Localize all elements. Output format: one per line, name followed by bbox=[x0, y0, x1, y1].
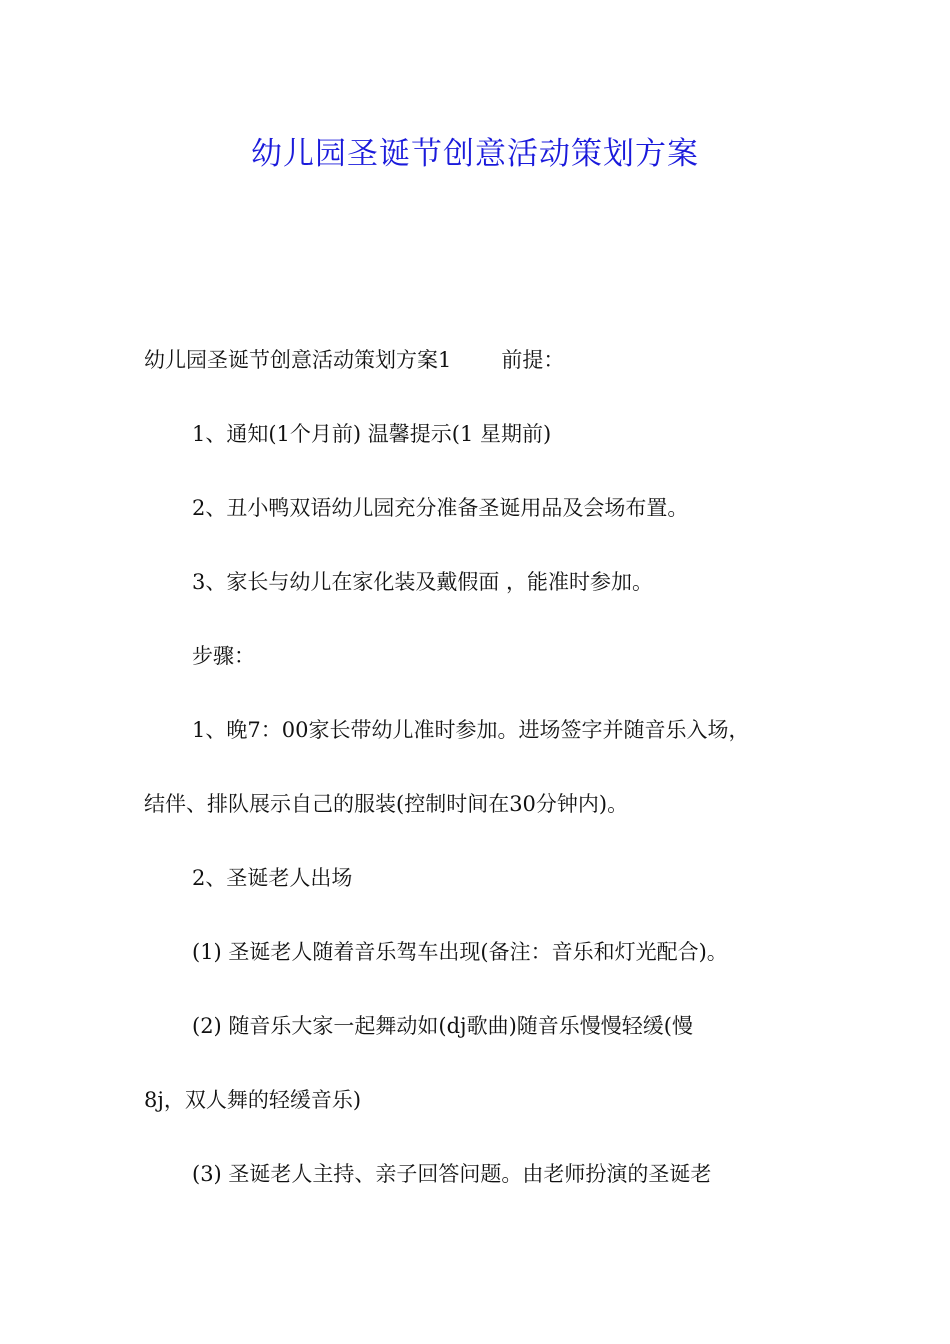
premise-label: 前提： bbox=[501, 348, 565, 372]
intro-heading: 幼儿园圣诞节创意活动策划方案1 bbox=[144, 348, 452, 372]
paragraph-line: (2) 随音乐大家一起舞动如(dj歌曲)随音乐慢慢轻缓(慢 bbox=[192, 1014, 693, 1038]
paragraph-line: (3) 圣诞老人主持、亲子回答问题。由老师扮演的圣诞老 bbox=[192, 1162, 712, 1186]
paragraph-line: 1、通知(1个月前) 温馨提示(1 星期前) bbox=[192, 422, 552, 446]
paragraph-line: 结伴、排队展示自己的服装(控制时间在30分钟内)。 bbox=[144, 792, 629, 816]
intro-line bbox=[144, 346, 564, 374]
paragraph-line: 2、圣诞老人出场 bbox=[192, 866, 353, 890]
paragraph-line: 3、家长与幼儿在家化装及戴假面 ，能准时参加。 bbox=[192, 570, 654, 594]
document-title: 幼儿园圣诞节创意活动策划方案 bbox=[251, 136, 699, 172]
paragraph-line: 8j，双人舞的轻缓音乐) bbox=[144, 1088, 362, 1112]
steps-heading: 步骤： bbox=[192, 644, 255, 668]
paragraph-line: 2、丑小鸭双语幼儿园充分准备圣诞用品及会场布置。 bbox=[192, 496, 689, 520]
paragraph-line: (1) 圣诞老人随着音乐驾车出现(备注：音乐和灯光配合)。 bbox=[192, 940, 728, 964]
paragraph-line: 1、晚7：00家长带幼儿准时参加。进场签字并随音乐入场， bbox=[192, 718, 750, 742]
